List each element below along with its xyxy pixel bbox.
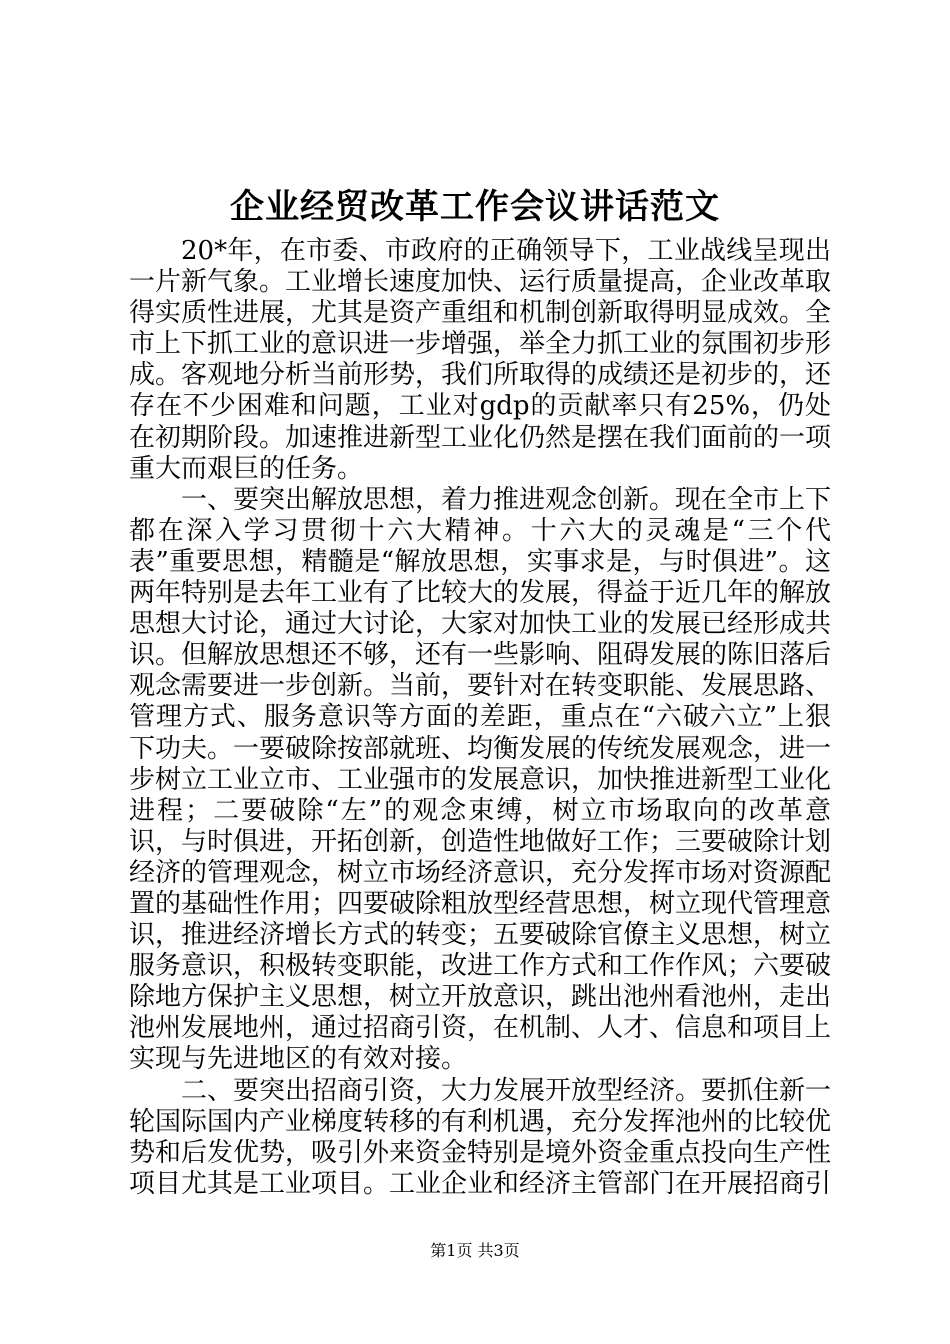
page-number-footer: 第1页 共3页 <box>430 1241 520 1260</box>
paragraph-intro: 20*年，在市委、市政府的正确领导下，工业战线呈现出一片新气象。工业增长速度加快、运行质量提高，企业改革取得实质性进展，尤其是资产重组和机制创新取得明显成效。全市上下抓工业的意识进一步增强，举全力抓工业的氛围初步形成。客观地分析当前形势，我们所取得的成绩还是初步的，还存在不少困难和问题，工业对gdp的贡献率只有25%，仍处在初期阶段。加速推进新型工业化仍然是摆在我们面前的一项重大而艰巨的任务。 <box>129 236 832 484</box>
paragraph-section-one: 一、要突出解放思想，着力推进观念创新。现在全市上下都在深入学习贯彻十六大精神。十六大的灵魂是“三个代表”重要思想，精髓是“解放思想，实事求是，与时俱进”。这两年特别是去年工业有了比较大的发展，得益于近几年的解放思想大讨论，通过大讨论，大家对加快工业的发展已经形成共识。但解放思想还不够，还有一些影响、阻碍发展的陈旧落后观念需要进一步创新。当前，要针对在转变职能、发展思路、管理方式、服务意识等方面的差距，重点在“六破六立”上狠下功夫。一要破除按部就班、均衡发展的传统发展观念，进一步树立工业立市、工业强市的发展意识，加快推进新型工业化进程；二要破除“左”的观念束缚，树立市场取向的改革意识，与时俱进，开拓创新，创造性地做好工作；三要破除计划经济的管理观念，树立市场经济意识，充分发挥市场对资源配置的基础性作用；四要破除粗放型经营思想，树立现代管理意识，推进经济增长方式的转变；五要破除官僚主义思想，树立服务意识，积极转变职能，改进工作方式和工作作风；六要破除地方保护主义思想，树立开放意识，跳出池州看池州，走出池州发展地州，通过招商引资，在机制、人才、信息和项目上实现与先进地区的有效对接。 <box>129 484 832 1075</box>
document-title: 企业经贸改革工作会议讲话范文 <box>230 187 720 227</box>
document-body <box>129 236 831 1200</box>
paragraph-section-two: 二、要突出招商引资，大力发展开放型经济。要抓住新一轮国际国内产业梯度转移的有利机遇，充分发挥池州的比较优势和后发优势，吸引外来资金特别是境外资金重点投向生产性项目尤其是工业项目。工业企业和经济主管部门在开展招商引 <box>129 1075 832 1199</box>
